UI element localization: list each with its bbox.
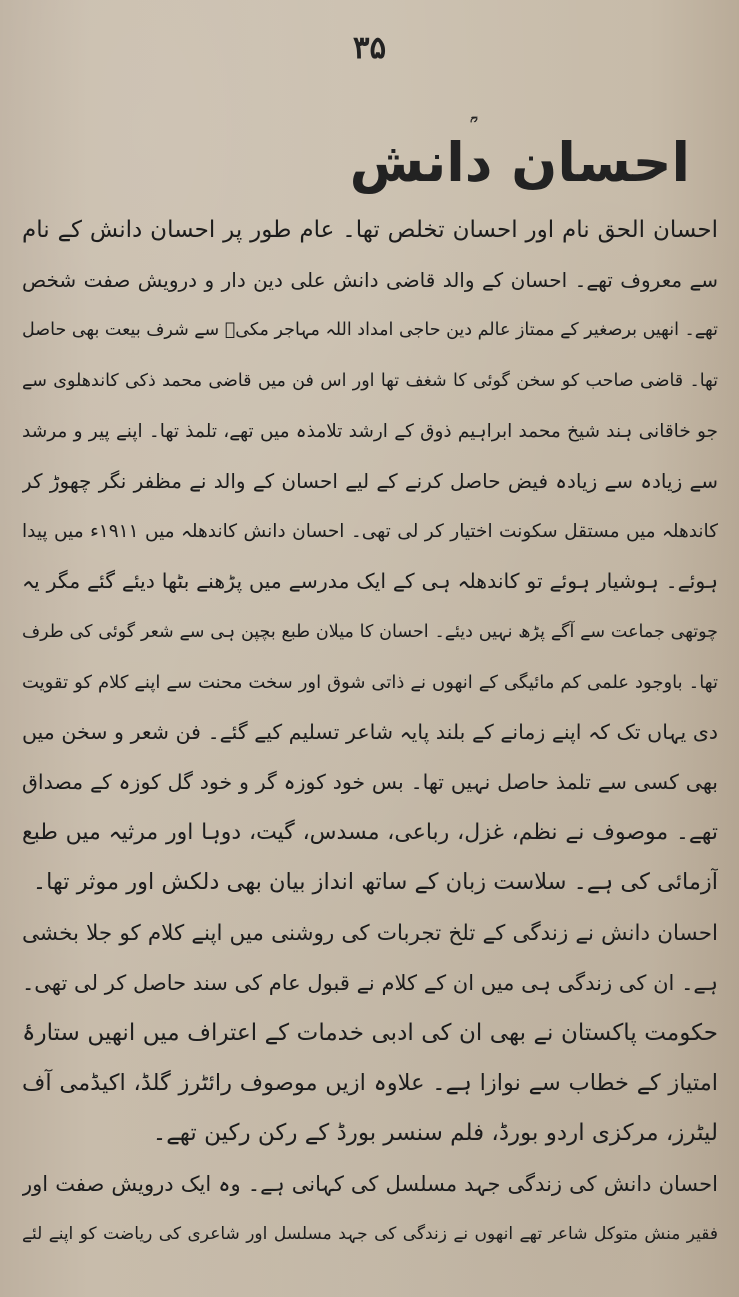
text-line-6: سے زیادہ سے زیادہ فیض حاصل کرنے کے لیے احسان کے والد نے مظفر نگر چھوڑ کر	[22, 468, 718, 493]
text-line-8: ہوئے۔ ہوشیار ہوئے تو کاندھلہ ہی کے ایک مدرسے میں پڑھنے بٹھا دیئے گئے مگر یہ	[22, 569, 718, 594]
text-line-11: دی یہاں تک کہ اپنے زمانے کے بلند پایہ شاعر تسلیم کیے گئے۔ فن شعر و سخن میں	[22, 719, 718, 744]
text-line-14: آزمائی کی ہے۔ سلاست زبان کے ساتھ انداز بیان بھی دلکش اور موثر تھا۔	[32, 869, 718, 896]
text-line-16: ہے۔ ان کی زندگی ہی میں ان کے کلام نے قبول عام کی سند حاصل کر لی تھی۔	[22, 970, 718, 995]
text-line-7: کاندھلہ میں مستقل سکونت اختیار کر لی تھی۔ احسان دانش کاندھلہ میں ۱۹۱۱ء میں پیدا	[22, 521, 718, 543]
text-line-3: تھے۔ انھیں برصغیر کے ممتاز عالم دین حاجی امداد اللہ مہاجر مکیؒ سے شرف بیعت بھی حاصل	[22, 320, 718, 341]
text-line-12: بھی کسی سے تلمذ حاصل نہیں تھا۔ بس خود کوزہ گر و خود گل کوزہ کے مصداق	[22, 770, 718, 795]
text-line-18: امتیاز کے خطاب سے نوازا ہے۔ علاوہ ازیں موصوف رائٹرز گلڈ، اکیڈمی آف	[22, 1070, 718, 1097]
body-text	[22, 210, 718, 1280]
text-line-21: فقیر منش متوکل شاعر تھے انھوں نے زندگی کی جہد مسلسل اور شاعری کی ریاضت کو اپنے لئے	[22, 1223, 718, 1244]
text-line-10: تھا۔ باوجود علمی کم مائیگی کے انھوں نے ذاتی شوق اور سخت محنت سے اپنے کلام کو تقویت	[22, 671, 718, 693]
page-title: احسان دانش	[349, 131, 690, 194]
text-line-9: چوتھی جماعت سے آگے پڑھ نہیں دیئے۔ احسان کا میلان طبع بچپن ہی سے شعر گوئی کی طرف	[22, 621, 718, 642]
text-line-15: احسان دانش نے زندگی کے تلخ تجربات کی روشنی میں اپنے کلام کو جلا بخشی	[22, 920, 718, 946]
text-line-1: احسان الحق نام اور احسان تخلص تھا۔ عام طور پر احسان دانش کے نام	[22, 217, 718, 243]
page-number: ۳۵	[352, 30, 387, 66]
text-line-4: تھا۔ قاضی صاحب کو سخن گوئی کا شغف تھا اور اس فن میں قاضی محمد ذکی کاندھلوی سے	[22, 370, 718, 391]
text-line-2: سے معروف تھے۔ احسان کے والد قاضی دانش علی دین دار و درویش صفت شخص	[22, 268, 718, 293]
text-line-5: جو خاقانی ہند شیخ محمد ابراہیم ذوق کے ارشد تلامذہ میں تھے، تلمذ تھا۔ اپنے پیر و مرشد	[22, 420, 718, 442]
text-line-13: تھے۔ موصوف نے نظم، غزل، رباعی، مسدس، گیت، دوہا اور مرثیہ میں طبع	[22, 820, 718, 846]
text-line-19: لیٹرز، مرکزی اردو بورڈ، فلم سنسر بورڈ کے رکن رکین تھے۔	[152, 1120, 718, 1147]
text-line-20: احسان دانش کی زندگی جہد مسلسل کی کہانی ہے۔ وہ ایک درویش صفت اور	[22, 1171, 718, 1196]
text-line-17: حکومت پاکستان نے بھی ان کی ادبی خدمات کے اعتراف میں انھیں ستارۂ	[22, 1020, 718, 1046]
